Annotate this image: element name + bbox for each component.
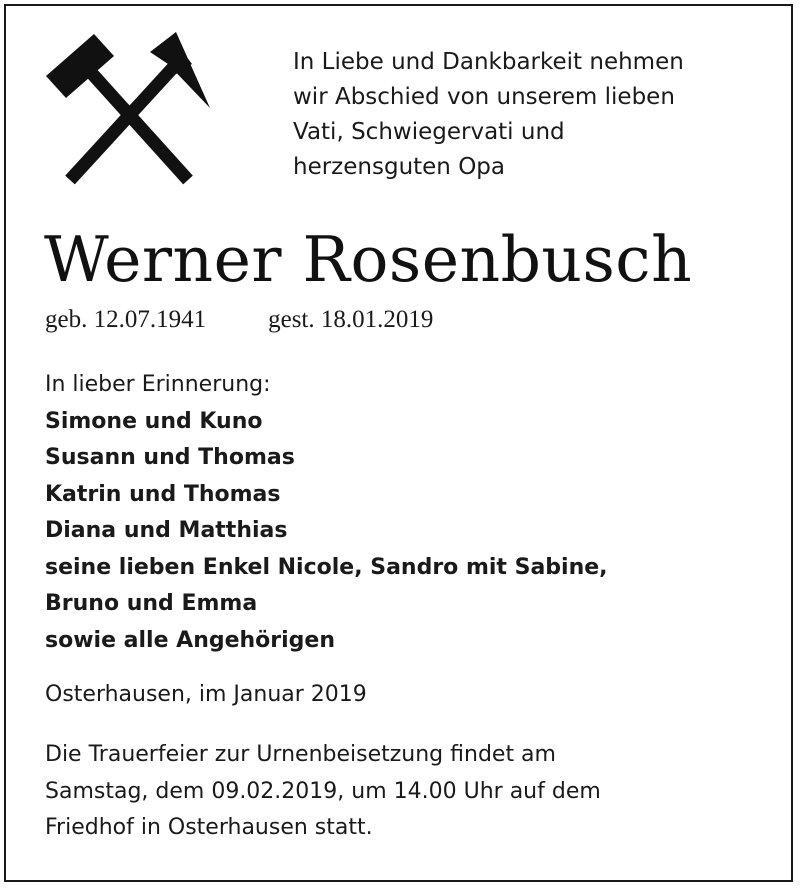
place-and-date: Osterhausen, im Januar 2019 [45,682,367,707]
intro-text [293,45,763,185]
mourners-heading: In lieber Erinnerung: [45,372,271,397]
intro-line: Vati, Schwiegervati und [293,119,565,145]
mourners-list [45,367,608,659]
mourner-entry: seine lieben Enkel Nicole, Sandro mit Sabine, [45,554,608,580]
intro-line: In Liebe und Dankbarkeit nehmen [293,49,684,75]
mourner-entry: sowie alle Angehörigen [45,627,336,653]
life-dates [45,305,433,335]
notice-line: Friedhof in Osterhausen statt. [45,815,373,840]
crossed-hammers-icon [40,30,220,190]
funeral-notice [45,737,601,847]
mourner-entry: Diana und Matthias [45,518,288,543]
notice-line: Samstag, dem 09.02.2019, um 14.00 Uhr auf dem [45,778,601,804]
intro-line: wir Abschied von unserem lieben [293,84,675,110]
death-date: gest. 18.01.2019 [268,306,434,333]
birth-date: geb. 12.07.1941 [45,306,207,333]
mourner-entry: Susann und Thomas [45,445,295,470]
mourner-entry: Katrin und Thomas [45,481,281,507]
notice-line: Die Trauerfeier zur Urnenbeisetzung findet am [45,742,556,767]
deceased-name: Werner Rosenbusch [44,223,693,296]
intro-line: herzensguten Opa [293,154,505,180]
mourner-entry: Bruno und Emma [45,591,258,616]
mourner-entry: Simone und Kuno [45,408,263,434]
